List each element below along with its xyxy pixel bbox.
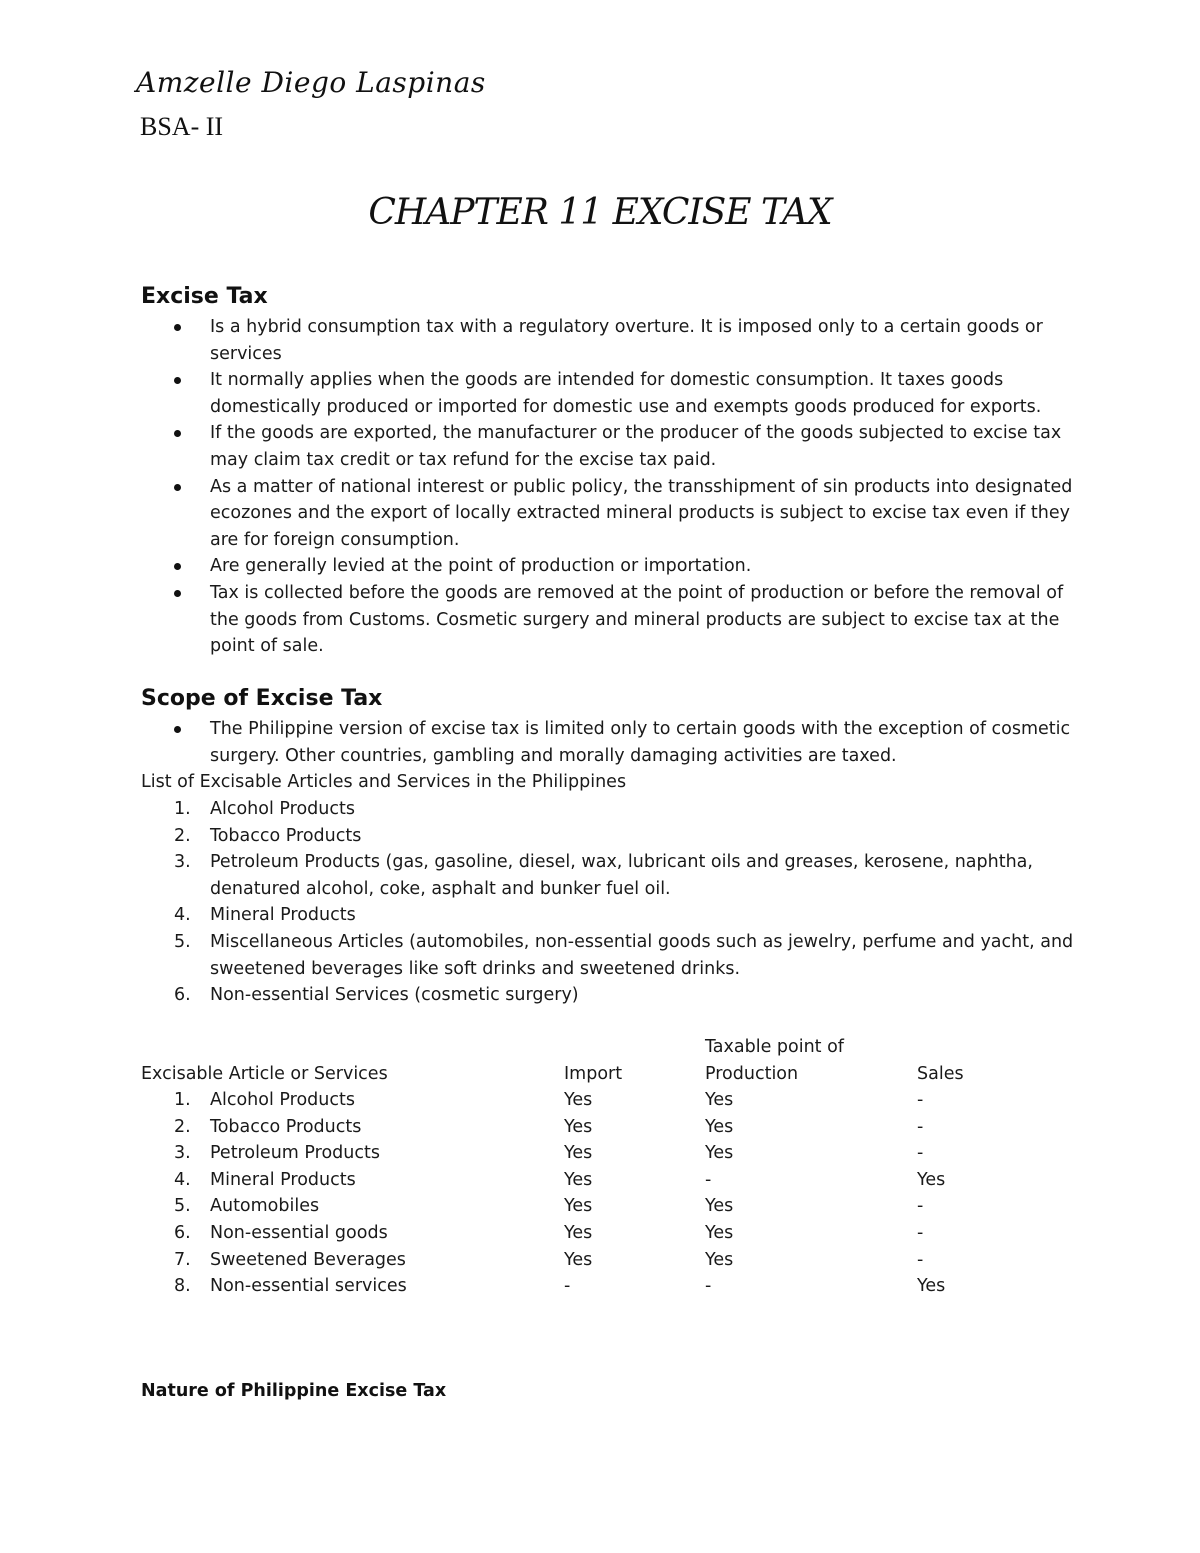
article-cell: Sweetened Beverages bbox=[210, 1249, 406, 1270]
bullet-text: Is a hybrid consumption tax with a regulatory overture. It is imposed only to a certain goods or services bbox=[210, 317, 1043, 364]
nature-heading: Nature of Philippine Excise Tax bbox=[141, 1381, 447, 1401]
scope-bullets bbox=[210, 716, 1080, 769]
bullet-item bbox=[210, 553, 1080, 580]
column-header-import: Import bbox=[564, 1064, 623, 1084]
bullet-text: Are generally levied at the point of production or importation. bbox=[210, 556, 752, 577]
list-number: 4. bbox=[174, 905, 191, 926]
sales-cell: - bbox=[917, 1090, 924, 1110]
production-cell: Yes bbox=[705, 1090, 734, 1110]
production-cell: - bbox=[705, 1169, 712, 1190]
sales-cell: Yes bbox=[917, 1169, 946, 1190]
row-number: 7. bbox=[174, 1249, 191, 1270]
sales-cell: - bbox=[917, 1196, 924, 1217]
article-cell: Automobiles bbox=[210, 1196, 320, 1217]
production-cell: Yes bbox=[705, 1143, 734, 1164]
author-name: Amzelle Diego Laspinas bbox=[136, 66, 486, 99]
list-number: 3. bbox=[174, 852, 191, 873]
sales-cell: - bbox=[917, 1143, 924, 1164]
excise-table bbox=[141, 1034, 1041, 1300]
scope-heading: Scope of Excise Tax bbox=[141, 686, 383, 711]
chapter-title: CHAPTER 11 EXCISE TAX bbox=[368, 192, 832, 233]
table-row bbox=[141, 1087, 1041, 1114]
table-row bbox=[141, 1167, 1041, 1194]
article-cell: Alcohol Products bbox=[210, 1090, 355, 1110]
bullet-icon bbox=[174, 590, 181, 597]
bullet-icon bbox=[174, 377, 181, 384]
list-number: 5. bbox=[174, 931, 191, 952]
article-cell: Tobacco Products bbox=[210, 1116, 362, 1137]
bullet-item bbox=[210, 420, 1080, 473]
table-row bbox=[141, 1220, 1041, 1247]
bullet-item bbox=[210, 474, 1080, 554]
bullet-text: It normally applies when the goods are intended for domestic consumption. It taxes goods domestically produced or imported for domestic use and exempts goods produced for exports. bbox=[210, 370, 1042, 417]
production-cell: - bbox=[705, 1276, 712, 1297]
list-item bbox=[174, 796, 1080, 823]
bullet-item bbox=[210, 314, 1080, 367]
sales-cell: - bbox=[917, 1116, 924, 1137]
table-row bbox=[141, 1247, 1041, 1274]
list-item bbox=[174, 929, 1080, 982]
group-header: Taxable point of bbox=[705, 1037, 844, 1057]
import-cell: Yes bbox=[564, 1116, 593, 1137]
list-text: Miscellaneous Articles (automobiles, non-essential goods such as jewelry, perfume and yacht, and sweetened beverages like soft drinks and sweetened drinks. bbox=[210, 931, 1074, 979]
column-header-production: Production bbox=[705, 1064, 799, 1084]
row-number: 3. bbox=[174, 1143, 191, 1164]
article-cell: Petroleum Products bbox=[210, 1143, 380, 1164]
article-cell: Non-essential services bbox=[210, 1276, 407, 1297]
bullet-item bbox=[210, 716, 1080, 769]
bullet-text: As a matter of national interest or public policy, the transshipment of sin products into designated ecozones and the export of locally extracted mineral products is subject to excise tax even if they are for foreign consumption. bbox=[210, 476, 1073, 550]
bullet-item bbox=[210, 367, 1080, 420]
list-item bbox=[174, 823, 1080, 850]
row-number: 2. bbox=[174, 1116, 191, 1137]
table-header bbox=[141, 1034, 1041, 1087]
import-cell: - bbox=[564, 1276, 571, 1297]
import-cell: Yes bbox=[564, 1222, 593, 1243]
list-text: Tobacco Products bbox=[210, 825, 362, 846]
sales-cell: - bbox=[917, 1222, 924, 1243]
bullet-icon bbox=[174, 430, 181, 437]
bullet-text: The Philippine version of excise tax is limited only to certain goods with the exception of cosmetic surgery. Other countries, gambling and morally damaging activities are taxed. bbox=[210, 719, 1071, 766]
import-cell: Yes bbox=[564, 1249, 593, 1270]
excise-tax-heading: Excise Tax bbox=[141, 284, 268, 309]
list-text: Mineral Products bbox=[210, 905, 356, 926]
row-number: 6. bbox=[174, 1222, 191, 1243]
list-number: 1. bbox=[174, 799, 191, 819]
list-item bbox=[174, 849, 1080, 902]
table-row bbox=[141, 1114, 1041, 1141]
production-cell: Yes bbox=[705, 1116, 734, 1137]
excise-tax-bullets bbox=[210, 314, 1080, 660]
table-row bbox=[141, 1273, 1041, 1300]
bullet-icon bbox=[174, 484, 181, 491]
table-row bbox=[141, 1193, 1041, 1220]
bullet-item bbox=[210, 580, 1080, 660]
row-number: 5. bbox=[174, 1196, 191, 1217]
excisable-list bbox=[174, 796, 1080, 1009]
import-cell: Yes bbox=[564, 1169, 593, 1190]
list-item bbox=[174, 982, 1080, 1009]
table-row bbox=[141, 1140, 1041, 1167]
course-label: BSA- II bbox=[140, 112, 224, 141]
list-text: Alcohol Products bbox=[210, 799, 355, 819]
sales-cell: - bbox=[917, 1249, 924, 1270]
sales-cell: Yes bbox=[917, 1276, 946, 1297]
production-cell: Yes bbox=[705, 1196, 734, 1217]
bullet-text: Tax is collected before the goods are removed at the point of production or before the removal of the goods from Customs. Cosmetic surgery and mineral products are subject to excise tax at the point of sale. bbox=[210, 582, 1064, 657]
bullet-text: If the goods are exported, the manufacturer or the producer of the goods subjected to excise tax may claim tax credit or tax refund for the excise tax paid. bbox=[210, 423, 1062, 470]
list-text: Petroleum Products (gas, gasoline, diesel, wax, lubricant oils and greases, kerosene, naphtha, denatured alcohol, coke, asphalt and bunker fuel oil. bbox=[210, 852, 1033, 899]
list-caption: List of Excisable Articles and Services in the Philippines bbox=[141, 772, 627, 792]
production-cell: Yes bbox=[705, 1222, 734, 1243]
import-cell: Yes bbox=[564, 1143, 593, 1164]
article-cell: Mineral Products bbox=[210, 1169, 356, 1190]
list-number: 6. bbox=[174, 985, 191, 1006]
import-cell: Yes bbox=[564, 1196, 593, 1217]
list-item bbox=[174, 902, 1080, 929]
bullet-icon bbox=[174, 563, 181, 570]
article-cell: Non-essential goods bbox=[210, 1222, 388, 1243]
bullet-icon bbox=[174, 324, 181, 331]
list-number: 2. bbox=[174, 825, 191, 846]
production-cell: Yes bbox=[705, 1249, 734, 1270]
column-header-sales: Sales bbox=[917, 1064, 964, 1084]
row-number: 1. bbox=[174, 1090, 191, 1110]
import-cell: Yes bbox=[564, 1090, 593, 1110]
row-number: 8. bbox=[174, 1276, 191, 1297]
list-text: Non-essential Services (cosmetic surgery) bbox=[210, 985, 579, 1006]
column-header-article: Excisable Article or Services bbox=[141, 1064, 388, 1084]
bullet-icon bbox=[174, 726, 181, 733]
row-number: 4. bbox=[174, 1169, 191, 1190]
